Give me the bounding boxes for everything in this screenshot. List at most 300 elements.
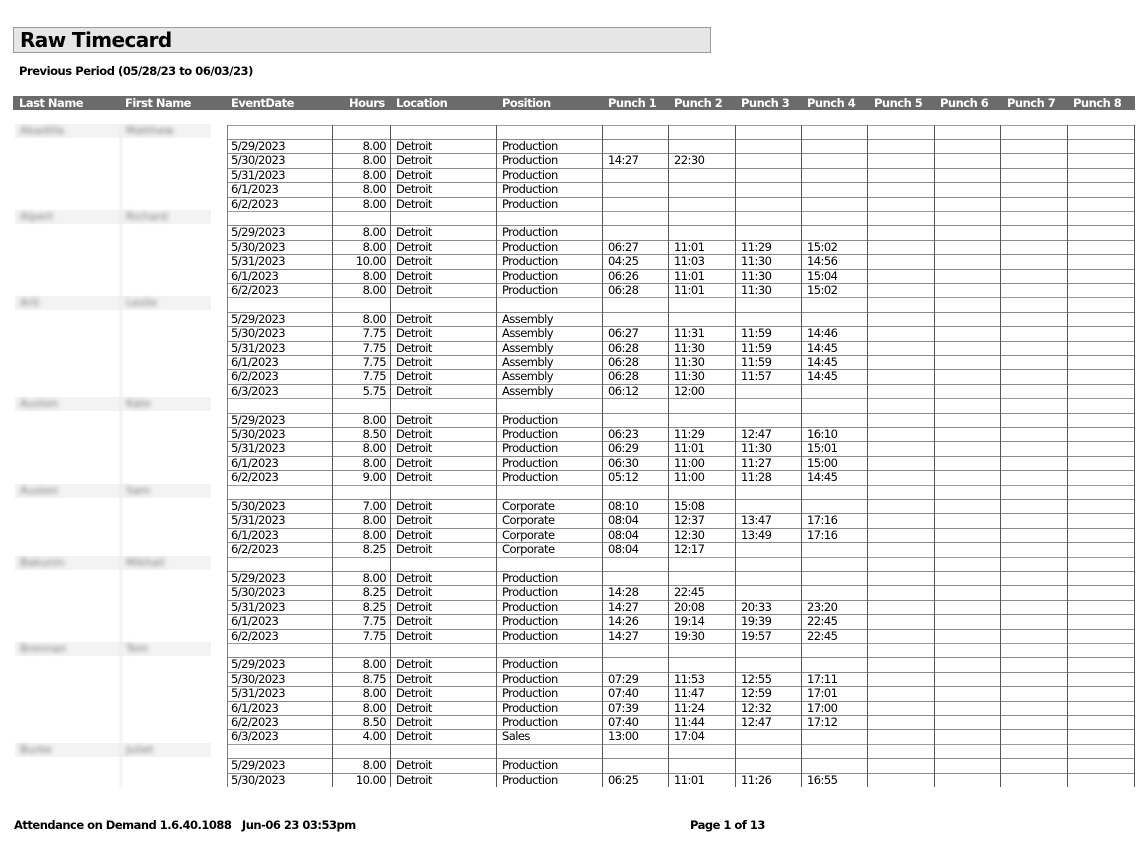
col-last-name: Last Name — [19, 96, 84, 110]
punch-2: 11:53 — [674, 671, 705, 686]
location: Detroit — [396, 614, 432, 629]
punch-1: 04:25 — [608, 254, 639, 269]
event-date: 5/29/2023 — [231, 225, 286, 240]
punch-4: 22:45 — [807, 614, 838, 629]
punch-4: 16:55 — [807, 772, 838, 787]
hours: 8.00 — [362, 570, 386, 585]
punch-3: 11:30 — [741, 268, 772, 283]
employee-last-name: Burke — [20, 742, 52, 756]
employee-first-name: Mikhail — [126, 555, 165, 569]
position: Corporate — [502, 527, 555, 542]
event-date: 5/29/2023 — [231, 138, 286, 153]
group-divider — [227, 211, 1135, 212]
column-divider — [602, 125, 603, 787]
employee-first-name: Sam — [126, 483, 151, 497]
punch-4: 17:12 — [807, 714, 838, 729]
hours: 7.75 — [362, 340, 386, 355]
event-date: 5/30/2023 — [231, 426, 286, 441]
punch-1: 06:27 — [608, 239, 639, 254]
hours: 5.75 — [362, 383, 386, 398]
location: Detroit — [396, 758, 432, 773]
column-divider — [227, 125, 228, 787]
position: Production — [502, 412, 558, 427]
position: Production — [502, 182, 558, 197]
punch-4: 17:16 — [807, 527, 838, 542]
punch-2: 11:44 — [674, 714, 705, 729]
punch-4: 15:00 — [807, 455, 838, 470]
employee-first-name: Matthew — [126, 123, 174, 137]
punch-2: 12:00 — [674, 383, 705, 398]
column-divider — [496, 125, 497, 787]
punch-2: 12:17 — [674, 542, 705, 557]
employee-first-name: Leslie — [126, 296, 158, 310]
punch-4: 14:45 — [807, 354, 838, 369]
punch-2: 11:03 — [674, 254, 705, 269]
position: Production — [502, 614, 558, 629]
col-position: Position — [502, 96, 551, 110]
event-date: 6/3/2023 — [231, 729, 279, 744]
punch-3: 12:32 — [741, 700, 772, 715]
punch-2: 19:30 — [674, 628, 705, 643]
punch-1: 08:04 — [608, 527, 639, 542]
punch-3: 11:29 — [741, 239, 772, 254]
punch-1: 06:28 — [608, 369, 639, 384]
punch-3: 11:57 — [741, 369, 772, 384]
employee-last-name: Brennan — [20, 641, 67, 655]
punch-1: 06:29 — [608, 441, 639, 456]
hours: 7.00 — [362, 498, 386, 513]
position: Assembly — [502, 369, 554, 384]
punch-3: 11:59 — [741, 326, 772, 341]
col-punch-2: Punch 2 — [674, 96, 723, 110]
column-divider — [1000, 125, 1001, 787]
position: Production — [502, 570, 558, 585]
position: Sales — [502, 729, 530, 744]
punch-4: 14:56 — [807, 254, 838, 269]
hours: 8.00 — [362, 268, 386, 283]
event-date: 6/2/2023 — [231, 369, 279, 384]
punch-1: 06:27 — [608, 326, 639, 341]
punch-2: 15:08 — [674, 498, 705, 513]
punch-1: 14:28 — [608, 585, 639, 600]
punch-2: 11:01 — [674, 772, 705, 787]
position: Production — [502, 686, 558, 701]
punch-3: 11:28 — [741, 470, 772, 485]
punch-4: 15:04 — [807, 268, 838, 283]
hours: 7.75 — [362, 369, 386, 384]
punch-1: 14:27 — [608, 153, 639, 168]
punch-2: 11:24 — [674, 700, 705, 715]
hours: 8.00 — [362, 686, 386, 701]
event-date: 5/29/2023 — [231, 570, 286, 585]
hours: 10.00 — [355, 772, 386, 787]
hours: 8.25 — [362, 599, 386, 614]
location: Detroit — [396, 138, 432, 153]
column-divider — [934, 125, 935, 787]
punch-1: 06:26 — [608, 268, 639, 283]
event-date: 5/30/2023 — [231, 153, 286, 168]
hours: 10.00 — [355, 254, 386, 269]
punch-4: 14:45 — [807, 470, 838, 485]
punch-3: 12:55 — [741, 671, 772, 686]
punch-1: 06:12 — [608, 383, 639, 398]
location: Detroit — [396, 527, 432, 542]
location: Detroit — [396, 311, 432, 326]
position: Production — [502, 225, 558, 240]
group-divider — [227, 744, 1135, 745]
report-title: Raw Timecard — [20, 28, 172, 52]
position: Production — [502, 441, 558, 456]
event-date: 5/30/2023 — [231, 772, 286, 787]
punch-1: 07:29 — [608, 671, 639, 686]
punch-3: 11:30 — [741, 441, 772, 456]
punch-1: 07:39 — [608, 700, 639, 715]
punch-2: 20:08 — [674, 599, 705, 614]
position: Production — [502, 585, 558, 600]
location: Detroit — [396, 412, 432, 427]
hours: 8.25 — [362, 585, 386, 600]
punch-4: 15:02 — [807, 282, 838, 297]
location: Detroit — [396, 167, 432, 182]
footer-app-version: Attendance on Demand 1.6.40.1088 Jun-06 23 03:53pm — [14, 818, 356, 832]
hours: 8.00 — [362, 239, 386, 254]
hours: 8.00 — [362, 412, 386, 427]
event-date: 5/31/2023 — [231, 686, 286, 701]
position: Production — [502, 772, 558, 787]
position: Production — [502, 282, 558, 297]
position: Corporate — [502, 542, 555, 557]
location: Detroit — [396, 657, 432, 672]
column-divider — [867, 125, 868, 787]
location: Detroit — [396, 225, 432, 240]
event-date: 6/1/2023 — [231, 700, 279, 715]
punch-3: 11:30 — [741, 282, 772, 297]
hours: 8.00 — [362, 527, 386, 542]
punch-2: 11:01 — [674, 268, 705, 283]
event-date: 5/30/2023 — [231, 239, 286, 254]
event-date: 5/31/2023 — [231, 254, 286, 269]
punch-1: 06:30 — [608, 455, 639, 470]
punch-1: 05:12 — [608, 470, 639, 485]
position: Assembly — [502, 354, 554, 369]
punch-4: 14:46 — [807, 326, 838, 341]
hours: 8.00 — [362, 657, 386, 672]
punch-3: 12:59 — [741, 686, 772, 701]
column-divider — [332, 125, 333, 787]
location: Detroit — [396, 498, 432, 513]
event-date: 6/2/2023 — [231, 628, 279, 643]
punch-4: 17:00 — [807, 700, 838, 715]
group-divider — [227, 557, 1135, 558]
location: Detroit — [396, 369, 432, 384]
location: Detroit — [396, 700, 432, 715]
punch-2: 12:30 — [674, 527, 705, 542]
hours: 8.00 — [362, 167, 386, 182]
position: Production — [502, 196, 558, 211]
location: Detroit — [396, 585, 432, 600]
position: Production — [502, 599, 558, 614]
location: Detroit — [396, 686, 432, 701]
group-divider — [227, 297, 1135, 298]
location: Detroit — [396, 570, 432, 585]
punch-2: 11:30 — [674, 369, 705, 384]
punch-3: 11:59 — [741, 354, 772, 369]
punch-1: 07:40 — [608, 686, 639, 701]
group-divider — [227, 398, 1135, 399]
employee-last-name: Austen — [20, 483, 59, 497]
punch-2: 11:31 — [674, 326, 705, 341]
location: Detroit — [396, 196, 432, 211]
event-date: 5/30/2023 — [231, 585, 286, 600]
hours: 8.00 — [362, 196, 386, 211]
punch-1: 08:10 — [608, 498, 639, 513]
event-date: 6/1/2023 — [231, 268, 279, 283]
location: Detroit — [396, 599, 432, 614]
punch-1: 08:04 — [608, 542, 639, 557]
punch-2: 11:29 — [674, 426, 705, 441]
position: Production — [502, 239, 558, 254]
col-first-name: First Name — [125, 96, 191, 110]
event-date: 6/1/2023 — [231, 527, 279, 542]
position: Assembly — [502, 311, 554, 326]
employee-last-name: Alpert — [20, 209, 54, 223]
hours: 8.50 — [362, 426, 386, 441]
event-date: 6/1/2023 — [231, 614, 279, 629]
position: Assembly — [502, 383, 554, 398]
position: Production — [502, 628, 558, 643]
employee-last-name: Abadilla — [20, 123, 65, 137]
location: Detroit — [396, 354, 432, 369]
location: Detroit — [396, 671, 432, 686]
event-date: 5/31/2023 — [231, 513, 286, 528]
col-punch-1: Punch 1 — [608, 96, 657, 110]
position: Production — [502, 138, 558, 153]
punch-3: 13:47 — [741, 513, 772, 528]
employee-first-name: Juliet — [126, 742, 154, 756]
punch-3: 11:59 — [741, 340, 772, 355]
location: Detroit — [396, 340, 432, 355]
event-date: 5/29/2023 — [231, 311, 286, 326]
position: Production — [502, 657, 558, 672]
employee-first-name: Kate — [126, 397, 151, 411]
hours: 7.75 — [362, 614, 386, 629]
employee-first-name: Tom — [126, 641, 149, 655]
employee-last-name: Austen — [20, 397, 59, 411]
position: Production — [502, 455, 558, 470]
hours: 8.50 — [362, 714, 386, 729]
column-divider — [390, 125, 391, 787]
event-date: 6/2/2023 — [231, 714, 279, 729]
punch-2: 11:01 — [674, 239, 705, 254]
hours: 8.75 — [362, 671, 386, 686]
punch-1: 14:27 — [608, 628, 639, 643]
footer-page-number: Page 1 of 13 — [690, 818, 765, 832]
position: Corporate — [502, 498, 555, 513]
punch-4: 14:45 — [807, 369, 838, 384]
hours: 8.00 — [362, 225, 386, 240]
col-punch-8: Punch 8 — [1073, 96, 1122, 110]
hours: 8.00 — [362, 138, 386, 153]
event-date: 5/29/2023 — [231, 657, 286, 672]
hours: 8.00 — [362, 455, 386, 470]
location: Detroit — [396, 455, 432, 470]
event-date: 6/2/2023 — [231, 196, 279, 211]
position: Corporate — [502, 513, 555, 528]
punch-3: 12:47 — [741, 714, 772, 729]
location: Detroit — [396, 470, 432, 485]
hours: 8.00 — [362, 758, 386, 773]
punch-3: 12:47 — [741, 426, 772, 441]
col-event-date: EventDate — [231, 96, 294, 110]
punch-3: 11:27 — [741, 455, 772, 470]
hours: 7.75 — [362, 326, 386, 341]
event-date: 6/2/2023 — [231, 282, 279, 297]
location: Detroit — [396, 772, 432, 787]
event-date: 6/1/2023 — [231, 354, 279, 369]
position: Production — [502, 167, 558, 182]
hours: 8.00 — [362, 182, 386, 197]
punch-4: 17:01 — [807, 686, 838, 701]
punch-1: 06:28 — [608, 340, 639, 355]
event-date: 5/30/2023 — [231, 671, 286, 686]
punch-2: 11:00 — [674, 470, 705, 485]
position: Production — [502, 700, 558, 715]
punch-3: 11:26 — [741, 772, 772, 787]
position: Production — [502, 714, 558, 729]
position: Production — [502, 426, 558, 441]
position: Production — [502, 153, 558, 168]
punch-4: 15:01 — [807, 441, 838, 456]
col-location: Location — [396, 96, 448, 110]
col-punch-4: Punch 4 — [807, 96, 856, 110]
column-divider — [1067, 125, 1068, 787]
punch-1: 14:27 — [608, 599, 639, 614]
position: Assembly — [502, 340, 554, 355]
location: Detroit — [396, 182, 432, 197]
hours: 9.00 — [362, 470, 386, 485]
event-date: 5/31/2023 — [231, 167, 286, 182]
location: Detroit — [396, 383, 432, 398]
col-punch-6: Punch 6 — [940, 96, 989, 110]
punch-3: 11:30 — [741, 254, 772, 269]
punch-2: 22:30 — [674, 153, 705, 168]
event-date: 6/2/2023 — [231, 470, 279, 485]
location: Detroit — [396, 268, 432, 283]
event-date: 5/29/2023 — [231, 758, 286, 773]
position: Production — [502, 470, 558, 485]
hours: 8.25 — [362, 542, 386, 557]
column-divider — [801, 125, 802, 787]
punch-2: 11:47 — [674, 686, 705, 701]
hours: 4.00 — [362, 729, 386, 744]
column-divider — [735, 125, 736, 787]
punch-1: 06:25 — [608, 772, 639, 787]
hours: 8.00 — [362, 513, 386, 528]
punch-3: 20:33 — [741, 599, 772, 614]
column-divider — [1134, 125, 1135, 787]
punch-4: 17:11 — [807, 671, 838, 686]
hours: 8.00 — [362, 153, 386, 168]
location: Detroit — [396, 254, 432, 269]
punch-4: 14:45 — [807, 340, 838, 355]
position: Production — [502, 268, 558, 283]
punch-1: 06:28 — [608, 354, 639, 369]
col-punch-7: Punch 7 — [1007, 96, 1056, 110]
hours: 7.75 — [362, 628, 386, 643]
hours: 8.00 — [362, 441, 386, 456]
location: Detroit — [396, 326, 432, 341]
punch-2: 11:00 — [674, 455, 705, 470]
punch-4: 17:16 — [807, 513, 838, 528]
location: Detroit — [396, 729, 432, 744]
hours: 7.75 — [362, 354, 386, 369]
location: Detroit — [396, 628, 432, 643]
punch-3: 19:39 — [741, 614, 772, 629]
punch-1: 06:23 — [608, 426, 639, 441]
location: Detroit — [396, 441, 432, 456]
position: Assembly — [502, 326, 554, 341]
punch-4: 23:20 — [807, 599, 838, 614]
event-date: 5/29/2023 — [231, 412, 286, 427]
col-punch-5: Punch 5 — [874, 96, 923, 110]
event-date: 5/31/2023 — [231, 340, 286, 355]
punch-1: 14:26 — [608, 614, 639, 629]
col-hours: Hours — [349, 96, 385, 110]
position: Production — [502, 671, 558, 686]
employee-last-name: Arit — [20, 296, 40, 310]
location: Detroit — [396, 714, 432, 729]
report-period: Previous Period (05/28/23 to 06/03/23) — [19, 64, 253, 78]
punch-2: 11:30 — [674, 340, 705, 355]
employee-name-band — [15, 296, 211, 310]
event-date: 6/3/2023 — [231, 383, 279, 398]
punch-1: 07:40 — [608, 714, 639, 729]
event-date: 5/30/2023 — [231, 326, 286, 341]
hours: 8.00 — [362, 311, 386, 326]
punch-1: 13:00 — [608, 729, 639, 744]
position: Production — [502, 758, 558, 773]
event-date: 6/1/2023 — [231, 182, 279, 197]
group-divider — [227, 643, 1135, 644]
punch-4: 15:02 — [807, 239, 838, 254]
event-date: 5/31/2023 — [231, 599, 286, 614]
group-divider — [227, 125, 1135, 126]
hours: 8.00 — [362, 700, 386, 715]
location: Detroit — [396, 239, 432, 254]
location: Detroit — [396, 542, 432, 557]
punch-1: 06:28 — [608, 282, 639, 297]
punch-2: 11:01 — [674, 282, 705, 297]
punch-2: 19:14 — [674, 614, 705, 629]
employee-last-name: Bakunin — [20, 555, 65, 569]
event-date: 6/2/2023 — [231, 542, 279, 557]
punch-3: 13:49 — [741, 527, 772, 542]
name-column-divider — [120, 125, 122, 787]
event-date: 6/1/2023 — [231, 455, 279, 470]
location: Detroit — [396, 153, 432, 168]
employee-first-name: Richard — [126, 209, 168, 223]
punch-2: 11:01 — [674, 441, 705, 456]
punch-4: 22:45 — [807, 628, 838, 643]
punch-2: 22:45 — [674, 585, 705, 600]
punch-2: 12:37 — [674, 513, 705, 528]
position: Production — [502, 254, 558, 269]
location: Detroit — [396, 513, 432, 528]
group-divider — [227, 485, 1135, 486]
location: Detroit — [396, 282, 432, 297]
location: Detroit — [396, 426, 432, 441]
punch-3: 19:57 — [741, 628, 772, 643]
